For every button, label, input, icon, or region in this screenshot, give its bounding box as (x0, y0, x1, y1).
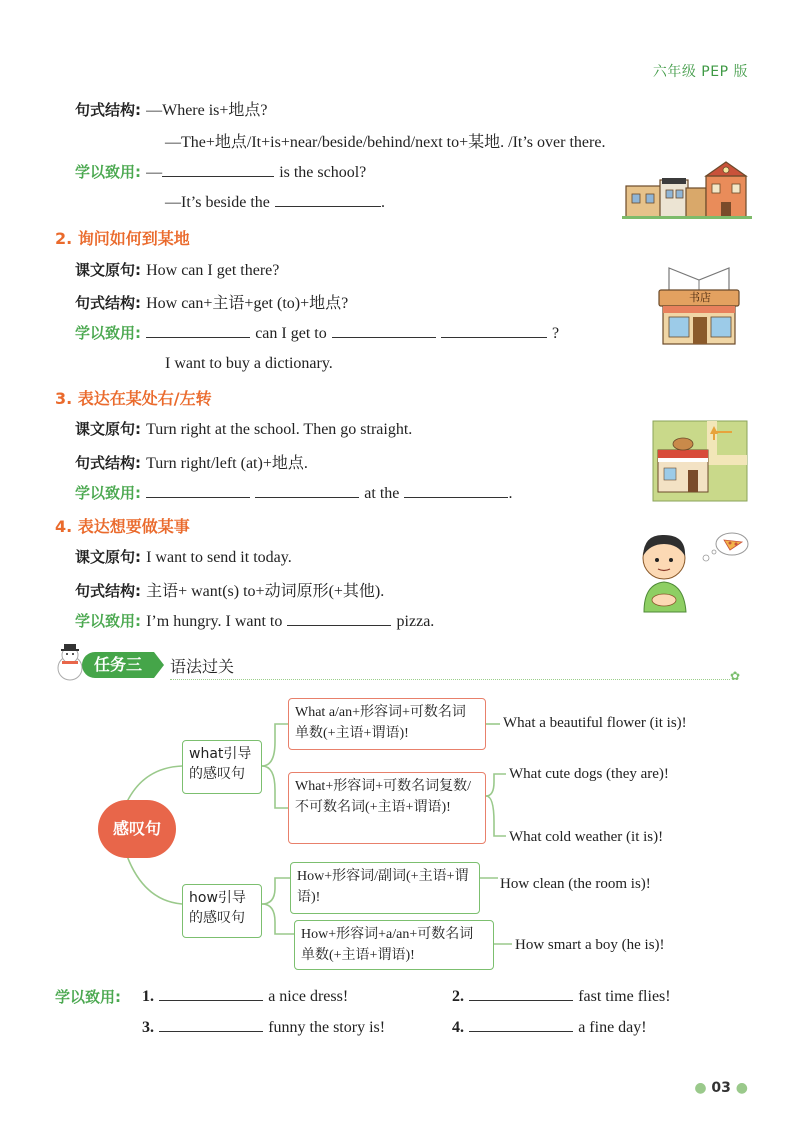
how-rule-1: How+形容词/副词(+主语+谓语)! (290, 862, 480, 914)
section-2-heading: 2. 询问如何到某地 (55, 229, 190, 248)
practice-label: 学以致用: (75, 163, 141, 181)
structure-row-2 (165, 129, 605, 152)
practice-label: 学以致用: (75, 484, 141, 502)
practice-mid: at the (364, 485, 400, 502)
task3-title: 语法过关 (170, 657, 235, 676)
structure-line-2: —The+地点/It+is+near/beside/behind/next to+某地. /It’s over there. (165, 134, 606, 151)
exercise-label-row (55, 986, 121, 1007)
structure-row (75, 290, 348, 313)
exercise-item-2 (452, 986, 671, 1006)
structure-sentence: How can+主语+get (to)+地点? (146, 295, 349, 312)
grade-label: 六年级 PEP 版 (652, 64, 748, 80)
structure-row (75, 450, 308, 473)
dotted-divider (170, 679, 730, 680)
badge-arrow (154, 652, 164, 678)
exercise-number: 2. (452, 988, 464, 1005)
answer-blank[interactable] (162, 162, 274, 177)
exercise-text: a fine day! (578, 1019, 647, 1036)
structure-label: 句式结构: (75, 101, 141, 119)
school-buildings-illustration (622, 158, 752, 220)
center-node: 感叹句 (98, 800, 176, 858)
practice-line1-pre: — (146, 164, 163, 181)
dot-icon: ● (694, 1080, 707, 1096)
answer-blank[interactable] (159, 1017, 263, 1032)
structure-row-1 (75, 97, 268, 120)
example-4: How clean (the room is)! (500, 876, 651, 892)
answer-blank[interactable] (404, 483, 508, 498)
flower-icon: ✿ (730, 669, 741, 683)
exercise-number: 3. (142, 1019, 154, 1036)
page-number-row (694, 1080, 748, 1096)
structure-sentence: Turn right/left (at)+地点. (146, 455, 308, 472)
practice-pre: I’m hungry. I want to (146, 613, 283, 630)
example-5: How smart a boy (he is)! (515, 937, 665, 953)
what-branch-node: what引导的感叹句 (182, 740, 262, 794)
practice-end: ? (552, 325, 560, 342)
original-sentence: I want to send it today. (146, 549, 292, 566)
exercise-number: 4. (452, 1019, 464, 1036)
what-rule-2: What+形容词+可数名词复数/不可数名词(+主语+谓语)! (288, 772, 486, 844)
answer-blank[interactable] (441, 323, 547, 338)
exercise-item-4 (452, 1017, 647, 1037)
exercise-number: 1. (142, 988, 154, 1005)
answer-blank[interactable] (146, 323, 250, 338)
original-label: 课文原句: (75, 548, 141, 566)
practice-line1-post: is the school? (279, 164, 367, 181)
example-3: What cold weather (it is)! (509, 829, 664, 845)
answer-blank[interactable] (146, 483, 250, 498)
page-number: 03 (711, 1080, 731, 1096)
practice-label: 学以致用: (75, 324, 141, 342)
answer-blank[interactable] (159, 986, 263, 1001)
original-label: 课文原句: (75, 420, 141, 438)
original-label: 课文原句: (75, 261, 141, 279)
section-3-heading: 3. 表达在某处右/左转 (55, 389, 212, 408)
practice-line-2: I want to buy a dictionary. (165, 355, 333, 372)
bookstore-sign: 书店 (689, 291, 711, 304)
exercise-item-1 (142, 986, 348, 1006)
answer-blank[interactable] (287, 611, 391, 626)
bookstore-illustration (655, 262, 745, 347)
dot-icon: ● (735, 1080, 748, 1096)
practice-row-2 (165, 353, 333, 373)
practice-row-1 (75, 161, 366, 182)
original-row (75, 418, 412, 439)
practice-post: pizza. (396, 613, 435, 630)
task3-badge: 任务三 (82, 652, 154, 678)
exercise-text: funny the story is! (268, 1019, 386, 1036)
practice-row (75, 610, 434, 631)
answer-blank[interactable] (255, 483, 359, 498)
structure-label: 句式结构: (75, 294, 141, 312)
structure-sentence: 主语+ want(s) to+动词原形(+其他). (146, 583, 385, 600)
exercise-text: a nice dress! (268, 988, 349, 1005)
structure-label: 句式结构: (75, 454, 141, 472)
answer-blank[interactable] (275, 192, 381, 207)
practice-row-2 (165, 192, 385, 212)
exercise-text: fast time flies! (578, 988, 671, 1005)
how-branch-node: how引导的感叹句 (182, 884, 262, 938)
practice-row (75, 482, 512, 503)
original-sentence: Turn right at the school. Then go straight. (146, 421, 413, 438)
original-row (75, 546, 292, 567)
task3-banner (52, 648, 752, 684)
original-row (75, 259, 279, 280)
section-4-heading: 4. 表达想要做某事 (55, 517, 190, 536)
hungry-boy-illustration (630, 528, 750, 616)
structure-label: 句式结构: (75, 582, 141, 600)
answer-blank[interactable] (469, 986, 573, 1001)
practice-end: . (508, 485, 513, 502)
answer-blank[interactable] (469, 1017, 573, 1032)
original-sentence: How can I get there? (146, 262, 280, 279)
practice-mid: can I get to (255, 325, 327, 342)
street-map-illustration (652, 420, 748, 502)
structure-line-1: —Where is+地点? (146, 102, 268, 119)
structure-row (75, 578, 384, 601)
example-1: What a beautiful flower (it is)! (503, 715, 687, 731)
practice-line2-post: . (380, 194, 385, 211)
practice-line2-pre: —It’s beside the (165, 194, 270, 211)
exercise-label: 学以致用: (55, 988, 121, 1006)
answer-blank[interactable] (332, 323, 436, 338)
what-rule-1: What a/an+形容词+可数名词单数(+主语+谓语)! (288, 698, 486, 750)
exercise-item-3 (142, 1017, 385, 1037)
practice-row (75, 322, 559, 343)
practice-label: 学以致用: (75, 612, 141, 630)
how-rule-2: How+形容词+a/an+可数名词单数(+主语+谓语)! (294, 920, 494, 970)
example-2: What cute dogs (they are)! (509, 766, 669, 782)
